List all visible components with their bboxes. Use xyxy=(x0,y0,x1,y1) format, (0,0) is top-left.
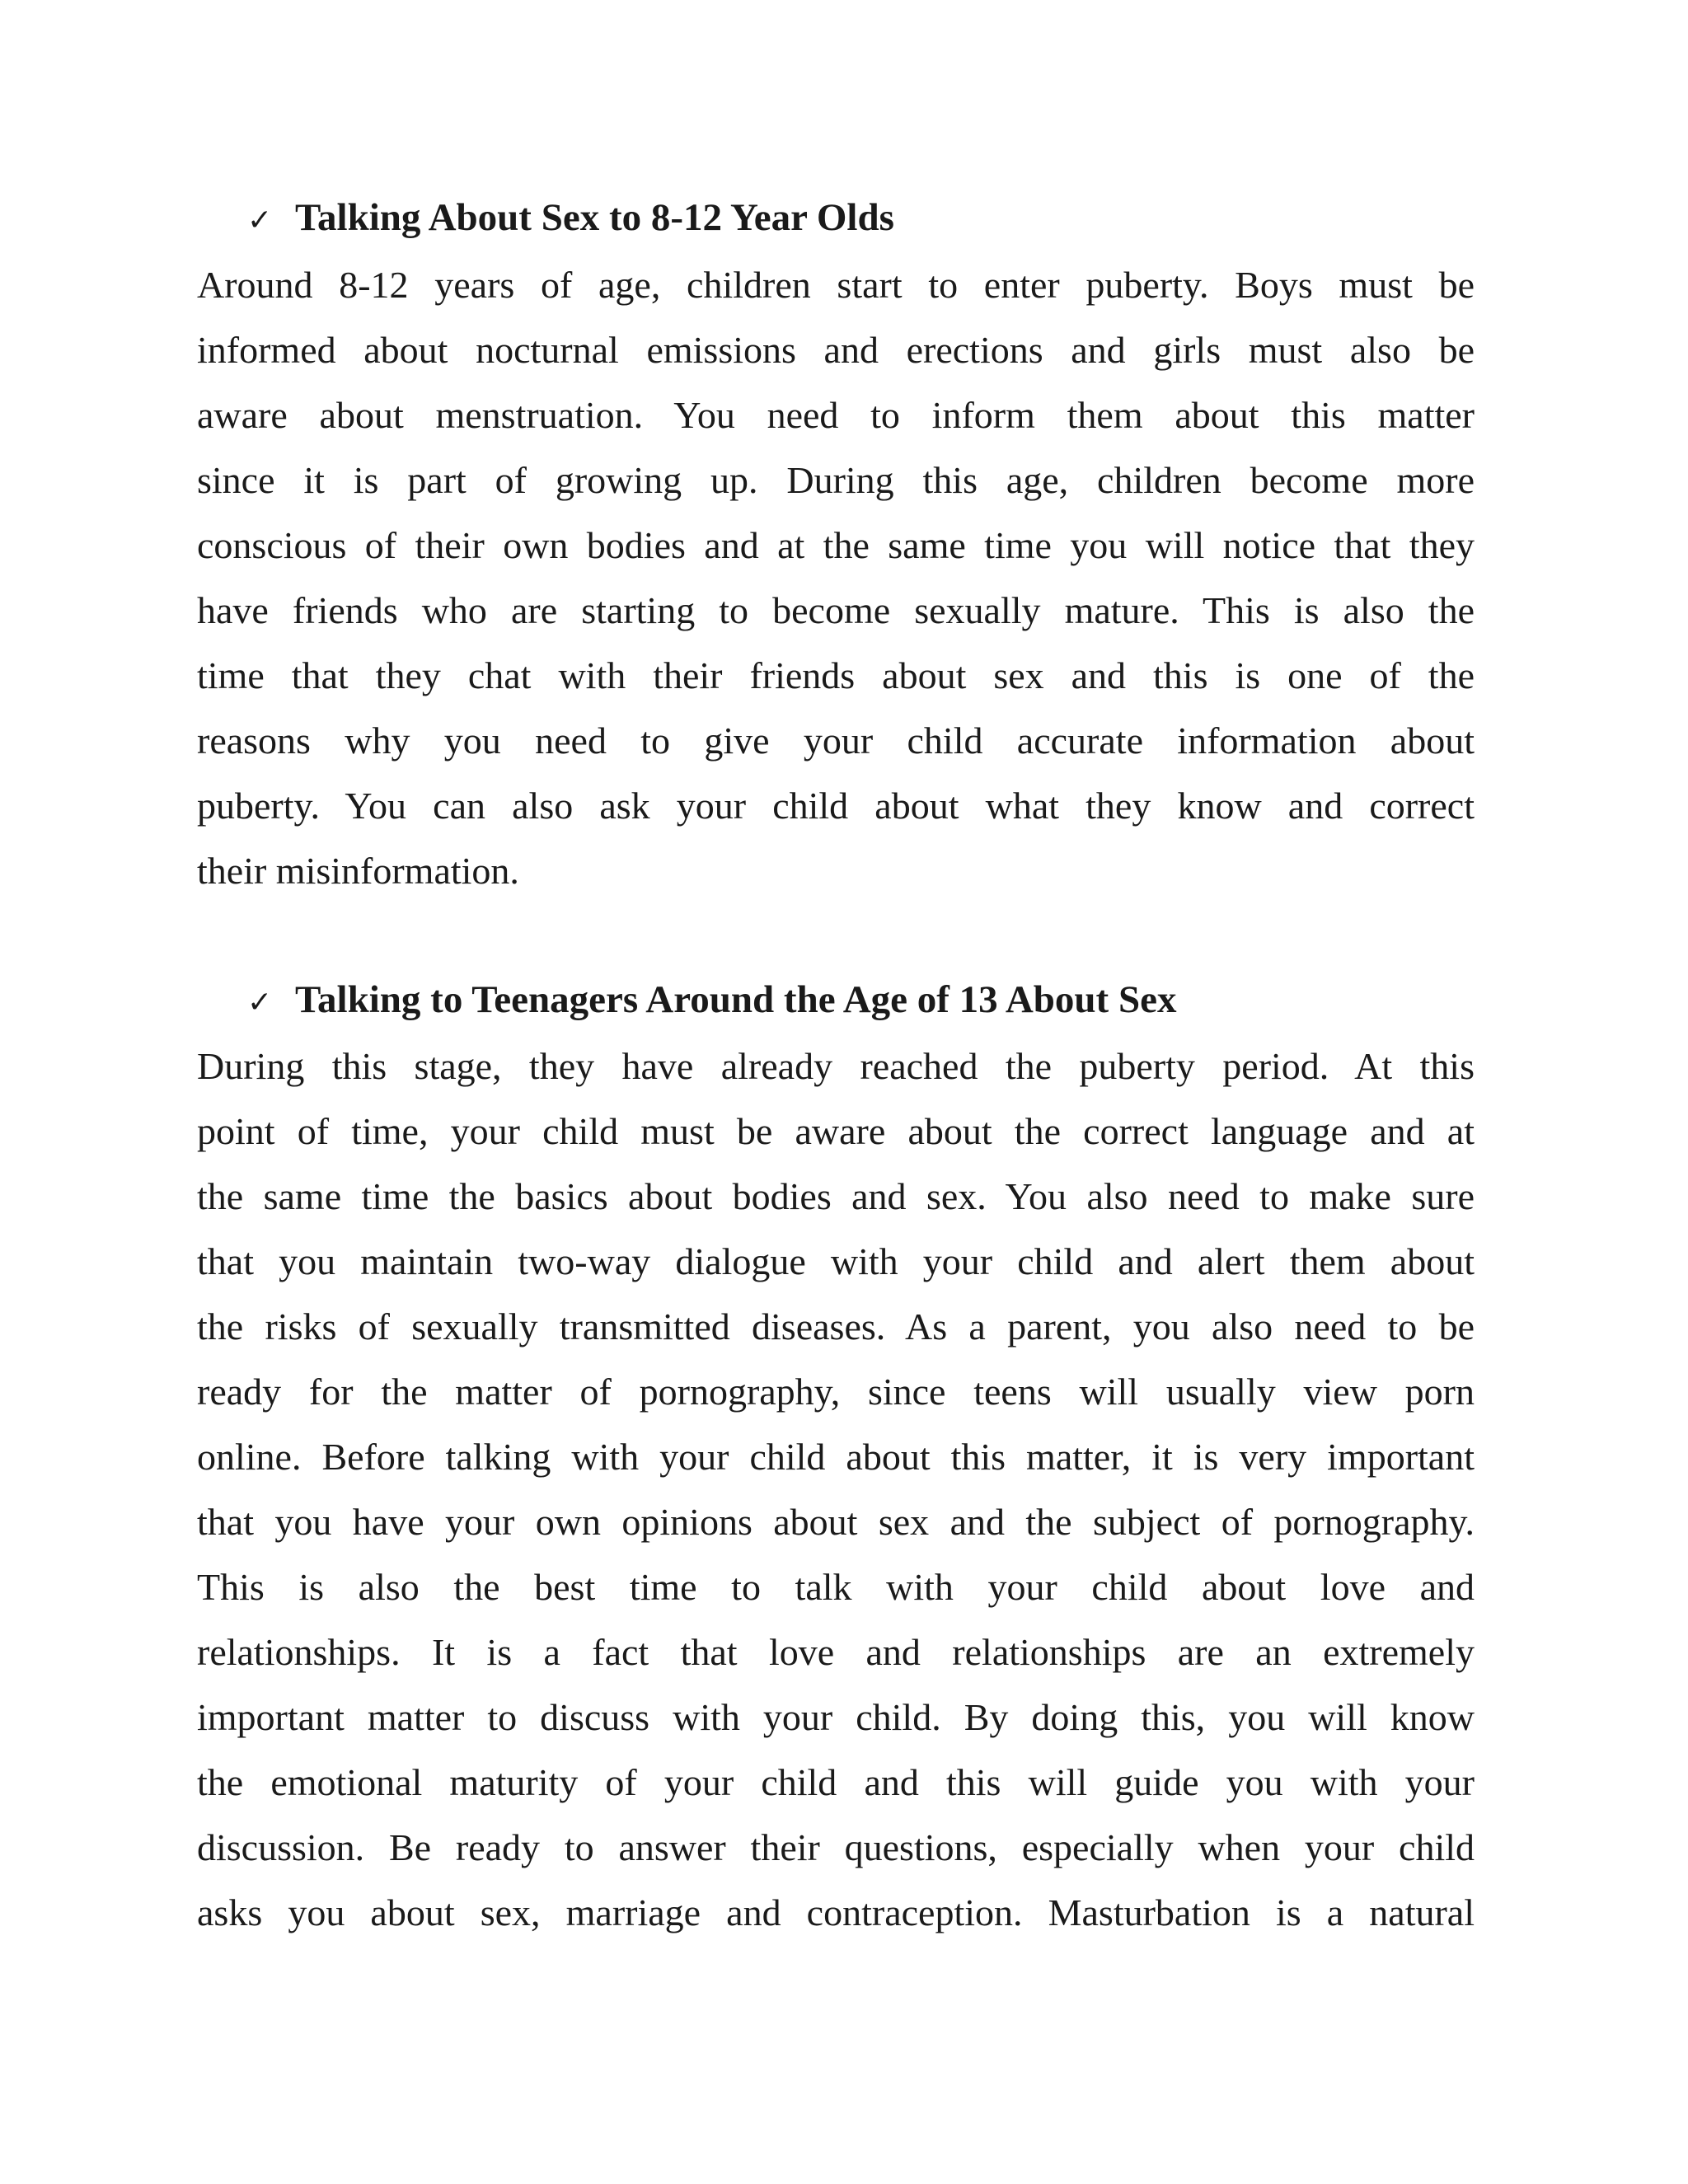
text-line: time that they chat with their friends about sex and this is one of the xyxy=(197,654,1475,696)
text-line: asks you about sex, marriage and contraception. Masturbation is a natural xyxy=(197,1891,1475,1933)
text-line: since it is part of growing up. During this age, children become more xyxy=(197,459,1475,501)
checkmark-icon: ✓ xyxy=(247,986,273,1019)
text-line: the emotional maturity of your child and this will guide you with your xyxy=(197,1761,1475,1803)
text-line: conscious of their own bodies and at the same time you will notice that they xyxy=(197,524,1475,566)
text-line: puberty. You can also ask your child about what they know and correct xyxy=(197,785,1475,827)
text-line: their misinformation. xyxy=(197,850,519,892)
text-line: have friends who are starting to become sexually mature. This is also the xyxy=(197,589,1475,631)
text-line: During this stage, they have already reached the puberty period. At this xyxy=(197,1045,1475,1087)
text-line: the same time the basics about bodies and sex. You also need to make sure xyxy=(197,1175,1475,1217)
text-line: that you maintain two-way dialogue with your child and alert them about xyxy=(197,1240,1475,1282)
text-line: the risks of sexually transmitted diseases. As a parent, you also need to be xyxy=(197,1305,1475,1347)
heading-text: Talking to Teenagers Around the Age of 13 About Sex xyxy=(295,978,1177,1021)
section-heading-2 xyxy=(247,968,1176,1035)
paragraph-1 xyxy=(197,252,1475,903)
section-heading-1 xyxy=(247,185,894,253)
text-line: important matter to discuss with your child. By doing this, you will know xyxy=(197,1696,1475,1738)
text-line: relationships. It is a fact that love and relationships are an extremely xyxy=(197,1631,1475,1673)
paragraph-2 xyxy=(197,1033,1475,1945)
text-line: Around 8-12 years of age, children start to enter puberty. Boys must be xyxy=(197,264,1475,306)
text-line: online. Before talking with your child about this matter, it is very important xyxy=(197,1436,1475,1478)
text-line: reasons why you need to give your child accurate information about xyxy=(197,719,1475,762)
text-line: ready for the matter of pornography, since teens will usually view porn xyxy=(197,1371,1475,1413)
text-line: This is also the best time to talk with your child about love and xyxy=(197,1566,1475,1608)
text-line: that you have your own opinions about sex and the subject of pornography. xyxy=(197,1501,1475,1543)
checkmark-icon: ✓ xyxy=(247,204,273,237)
text-line: point of time, your child must be aware about the correct language and at xyxy=(197,1110,1475,1152)
text-line: informed about nocturnal emissions and erections and girls must also be xyxy=(197,329,1475,371)
text-line: discussion. Be ready to answer their questions, especially when your child xyxy=(197,1826,1475,1868)
text-line: aware about menstruation. You need to inform them about this matter xyxy=(197,394,1475,436)
heading-text: Talking About Sex to 8-12 Year Olds xyxy=(295,196,894,239)
